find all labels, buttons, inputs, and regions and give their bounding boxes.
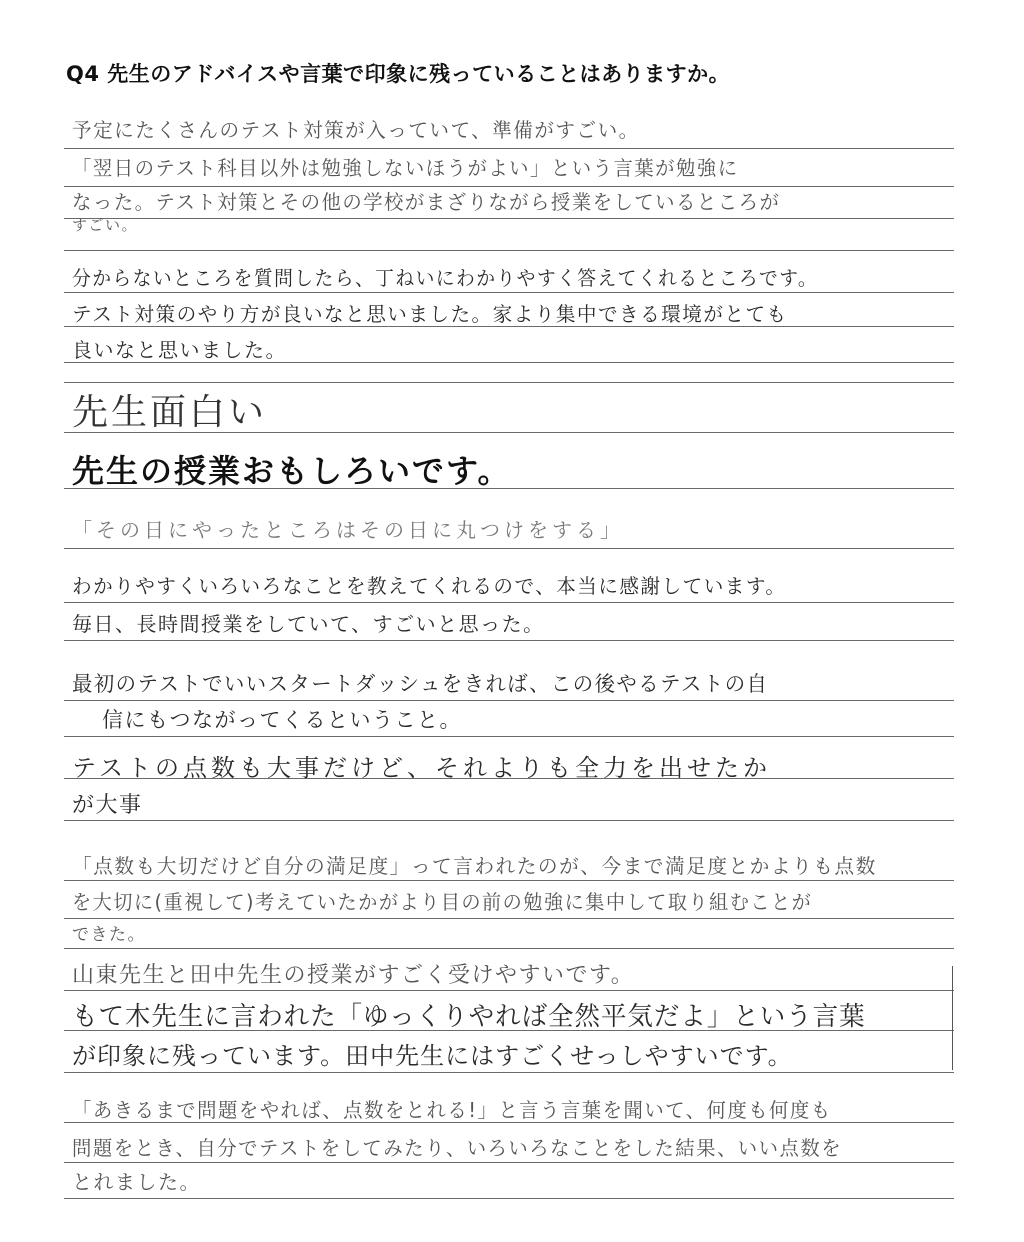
question-heading: Q4 先生のアドバイスや言葉で印象に残っていることはありますか。 — [66, 62, 731, 86]
ruled-line — [64, 292, 954, 293]
response-line: すごい。 — [72, 216, 139, 234]
ruled-line — [64, 820, 954, 821]
response-line: 最初のテストでいいスタートダッシュをきれば、この後やるテストの自 — [72, 672, 769, 696]
ruled-line — [64, 918, 954, 919]
response-line: を大切に(重視して)考えていたかがより目の前の勉強に集中して取り組むことが — [72, 890, 813, 914]
ruled-line — [64, 640, 954, 641]
response-line: なった。テスト対策とその他の学校がまざりながら授業をしているところが — [72, 190, 781, 214]
response-line: 「あきるまで問題をやれば、点数をとれる!」と言う言葉を聞いて、何度も何度も — [72, 1098, 832, 1122]
response-line: が印象に残っています。田中先生にはすごくせっしやすいです。 — [72, 1042, 793, 1070]
ruled-line — [64, 602, 954, 603]
response-line: 山東先生と田中先生の授業がすごく受けやすいです。 — [72, 963, 635, 988]
ruled-line — [64, 548, 954, 549]
ruled-line — [64, 880, 954, 881]
response-line: テストの点数も大事だけど、それよりも全力を出せたか — [72, 754, 772, 782]
response-line: 先生の授業おもしろいです。 — [72, 452, 512, 490]
response-line: 良いなと思いました。 — [72, 338, 287, 362]
ruled-line — [64, 148, 954, 149]
response-line: 「その日にやったところはその日に丸つけをする」 — [72, 518, 624, 542]
ruled-line — [64, 250, 954, 251]
response-line: できた。 — [72, 925, 146, 945]
response-line: もて木先生に言われた「ゆっくりやれば全然平気だよ」という言葉 — [72, 1002, 866, 1032]
response-line: 毎日、長時間授業をしていて、すごいと思った。 — [72, 612, 545, 636]
ruled-line — [64, 1072, 954, 1073]
ruled-line — [64, 1162, 954, 1163]
ruled-line — [64, 218, 954, 219]
margin-line — [952, 966, 953, 1070]
response-line: 信にもつながってくるということ。 — [102, 708, 462, 732]
response-line: わかりやすくいろいろなことを教えてくれるので、本当に感謝しています。 — [72, 574, 787, 598]
response-line: 先生面白い — [72, 392, 268, 433]
ruled-line — [64, 382, 954, 383]
ruled-line — [64, 736, 954, 737]
response-line: 問題をとき、自分でテストをしてみたり、いろいろなことをした結果、いい点数を — [72, 1136, 843, 1160]
ruled-line — [64, 990, 954, 991]
ruled-line — [64, 1198, 954, 1199]
response-line: 予定にたくさんのテスト対策が入っていて、準備がすごい。 — [72, 118, 640, 142]
ruled-line — [64, 700, 954, 701]
response-line: が大事 — [72, 793, 143, 818]
ruled-line — [64, 948, 954, 949]
response-line: 「点数も大切だけど自分の満足度」って言われたのが、今まで満足度とかよりも点数 — [72, 854, 877, 878]
response-line: 分からないところを質問したら、丁ねいにわかりやすく答えてくれるところです。 — [72, 266, 819, 290]
response-line: 「翌日のテスト科目以外は勉強しないほうがよい」という言葉が勉強に — [72, 156, 739, 180]
response-line: とれました。 — [72, 1170, 201, 1194]
response-line: テスト対策のやり方が良いなと思いました。家より集中できる環境がとても — [72, 302, 788, 326]
